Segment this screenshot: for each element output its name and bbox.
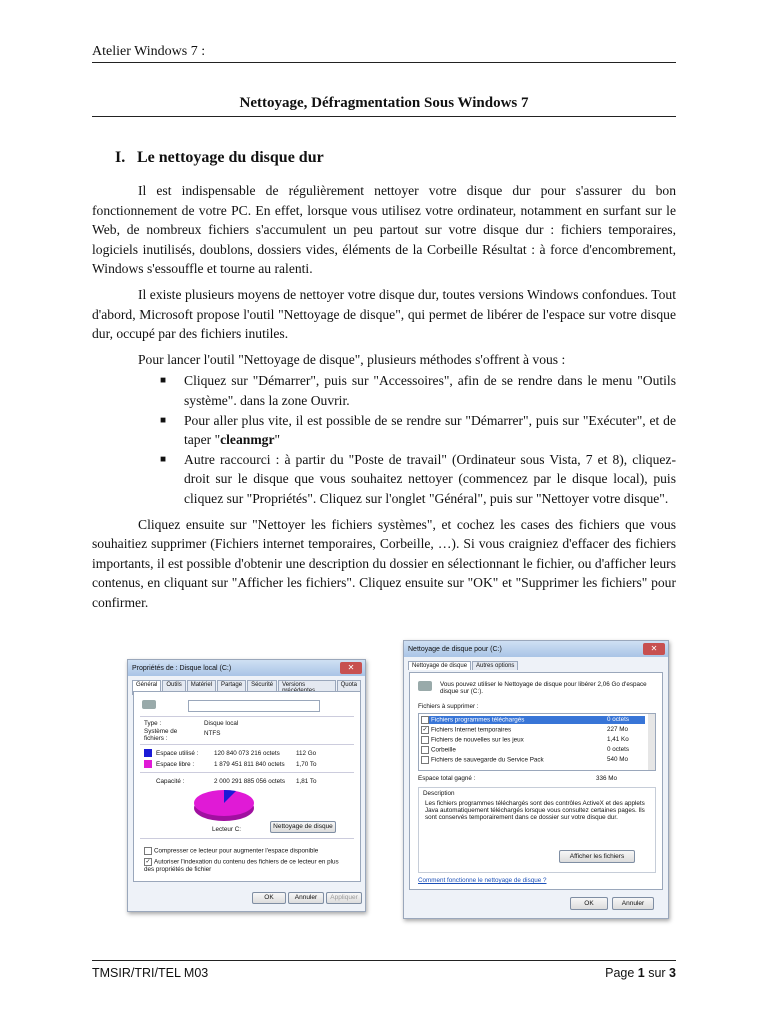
compress-checkbox[interactable] [144, 847, 152, 855]
section-number: I. [115, 149, 126, 166]
file-checkbox[interactable]: ✓ [422, 717, 428, 723]
general-pane: Type : Disque local Système de fichiers : NTFS Espace utilisé : 120 840 073 216 octets 112 Go Espace libre : 1 879 451 811 840 octets 1,70 To Capacité : 2 000 291 885 056 octets 1,81 To Lecteur C: Nettoyage de disque Compresser ce lecteur pour augmenter l'espace disponible ✓ Autoriser l'indexation du contenu des fichiers de ce lecteur en plus des propriétés de fichier [133, 691, 361, 882]
file-checkbox[interactable]: ✓ [422, 727, 428, 733]
properties-window [127, 659, 366, 912]
index-checkbox[interactable]: ✓ [145, 859, 151, 865]
title-bar [128, 660, 365, 676]
tab-securite[interactable]: Sécurité [247, 680, 277, 695]
drive-icon [142, 700, 156, 709]
list-item[interactable]: Fichiers de sauvegarde du Service Pack 540 Mo [421, 756, 645, 764]
close-icon[interactable]: ✕ [340, 662, 362, 674]
paragraph-3: Pour lancer l'outil "Nettoyage de disque", plusieurs méthodes s'offrent à vous : [138, 351, 566, 367]
cancel-button[interactable]: Annuler [612, 897, 654, 910]
tab-disk-cleanup[interactable]: Nettoyage de disque [408, 661, 471, 670]
used-color-swatch [144, 749, 152, 757]
tab-quota[interactable]: Quota [337, 680, 361, 695]
close-icon[interactable]: ✕ [643, 643, 665, 655]
section-heading [115, 149, 324, 167]
cleanup-pane: Vous pouvez utiliser le Nettoyage de disque pour libérer 2,06 Go d'espace disque sur (C:). Fichiers à supprimer : ✓ Fichiers programmes téléchargés 0 octets ✓ Fichiers Internet temporaires 227 Mo Fichiers de nouvelles sur les jeux 1,41 Ko Corbeille 0 octets Fichiers de sauvegarde du Service Pack 540 Mo Espace total gagné : 336 Mo Description Les fichiers programmes téléchargés sont des contrôles ActiveX et des applets Java automatiquement téléchargés lorsque vous consultez certaines pages. Ils sont conservés temporairement dans ce dossier sur votre disque dur. Afficher les fichiers Comment fonctionne le nettoyage de disque ? [409, 672, 663, 890]
document-title: Nettoyage, Défragmentation Sous Windows 7 [239, 95, 529, 111]
apply-button[interactable]: Appliquer [326, 892, 362, 904]
paragraph-2: Il existe plusieurs moyens de nettoyer votre disque dur, toutes versions Windows confondues. Tout d'abord, Microsoft propose l'outil "Nettoyage de disque", qui permet de libérer de l'espace sur votre disque dur, occupé par des fichiers inutiles. [92, 286, 676, 342]
how-it-works-link[interactable]: Comment fonctionne le nettoyage de disque ? [418, 877, 547, 884]
free-color-swatch [144, 760, 152, 768]
tab-partage[interactable]: Partage [217, 680, 246, 695]
paragraph-1: Il est indispensable de régulièrement nettoyer votre disque dur pour s'assurer du bon fonctionnement de votre PC. En effet, lorsque vous utilisez votre ordinateur, notamment en surfant sur le Web, de nombreux fichiers s'accumulent un peu partout sur votre disque dur : fichiers temporaires, logiciels inutilisés, doublons, dossiers vides, éléments de la Corbeille Résultat : à force d'encombrement, Windows s'essouffle et tourne au ralenti. [92, 183, 676, 277]
cancel-button[interactable]: Annuler [288, 892, 324, 904]
show-files-button[interactable]: Afficher les fichiers [559, 850, 635, 863]
list-item[interactable]: Corbeille 0 octets [421, 746, 645, 754]
method-list [92, 371, 676, 508]
file-checkbox[interactable] [421, 736, 429, 744]
footer-page-number: Page 1 sur 3 [605, 966, 676, 980]
tab-versions[interactable]: Versions [278, 680, 336, 695]
list-item[interactable]: ✓ Fichiers Internet temporaires 227 Mo [422, 726, 629, 734]
footer-course-code: TMSIR/TRI/TEL M03 [92, 966, 209, 980]
file-checkbox[interactable] [421, 746, 429, 754]
bullet-icon: ■ [160, 375, 167, 387]
window-title: Nettoyage de disque pour (C:) [408, 645, 502, 653]
file-checkbox[interactable] [421, 756, 429, 764]
tab-bar [404, 657, 668, 670]
list-item: ■ Pour aller plus vite, il est possible de se rendre sur "Démarrer", puis sur "Exécuter", et de taper "cleanmgr" [160, 412, 676, 448]
header-title: Atelier Windows 7 : [92, 44, 206, 59]
disk-usage-pie [192, 788, 256, 824]
bullet-icon: ■ [160, 453, 167, 465]
list-item[interactable]: Fichiers de nouvelles sur les jeux 1,41 Ko [421, 736, 645, 744]
cleanup-icon [418, 681, 432, 691]
list-item[interactable]: ✓ Fichiers programmes téléchargés 0 octets [421, 716, 645, 724]
description-group: Description Les fichiers programmes téléchargés sont des contrôles ActiveX et des applets Java automatiquement téléchargés lorsque vous consultez certaines pages. Ils sont conservés temporairement dans ce dossier sur votre disque dur. Afficher les fichiers [418, 787, 656, 873]
tab-materiel[interactable]: Matériel [187, 680, 216, 695]
tab-other-options[interactable]: Autres options [472, 661, 518, 670]
title-bar [404, 641, 668, 657]
tab-general[interactable]: Général [132, 680, 161, 695]
title-rule [92, 116, 676, 117]
list-item: ■ Autre raccourci : à partir du "Poste de travail" (Ordinateur sous Vista, 7 et 8), cliquez-droit sur le disque que vous souhaitez nettoyer (commencez par le disque local), puis cliquez sur "Propriétés". Cliquez sur l'onglet "Général", puis sur "Nettoyer votre disque". [160, 451, 676, 506]
ok-button[interactable]: OK [570, 897, 608, 910]
tab-outils[interactable]: Outils [162, 680, 185, 695]
section-title: Le nettoyage du disque dur [137, 149, 324, 166]
disk-cleanup-button[interactable]: Nettoyage de disque [270, 821, 336, 833]
file-list [418, 713, 656, 771]
body-text [92, 181, 676, 618]
ok-button[interactable]: OK [252, 892, 286, 904]
window-title: Propriétés de : Disque local (C:) [132, 664, 232, 672]
scrollbar[interactable] [648, 714, 655, 770]
header-rule [92, 62, 676, 63]
bullet-icon: ■ [160, 414, 167, 426]
paragraph-4: Cliquez ensuite sur "Nettoyer les fichiers systèmes", et cochez les cases des fichiers que vous souhaitiez supprimer (Fichiers internet temporaires, Corbeille, …). Si vous craigniez d'effacer des fichiers importants, il est possible d'obtenir une description du dossier en sélectionnant le fichier, ou d'afficher leurs contenus, en cliquant sur "Afficher les fichiers". Cliquez ensuite sur "OK" et "Supprimer les fichiers" pour confirmer. [92, 516, 676, 610]
list-item: ■ Cliquez sur "Démarrer", puis sur "Accessoires", afin de se rendre dans le menu "Outils système". dans la zone Ouvrir. [160, 373, 676, 408]
drive-name-input[interactable] [188, 700, 320, 712]
footer-rule [92, 960, 676, 961]
disk-cleanup-window [403, 640, 669, 919]
